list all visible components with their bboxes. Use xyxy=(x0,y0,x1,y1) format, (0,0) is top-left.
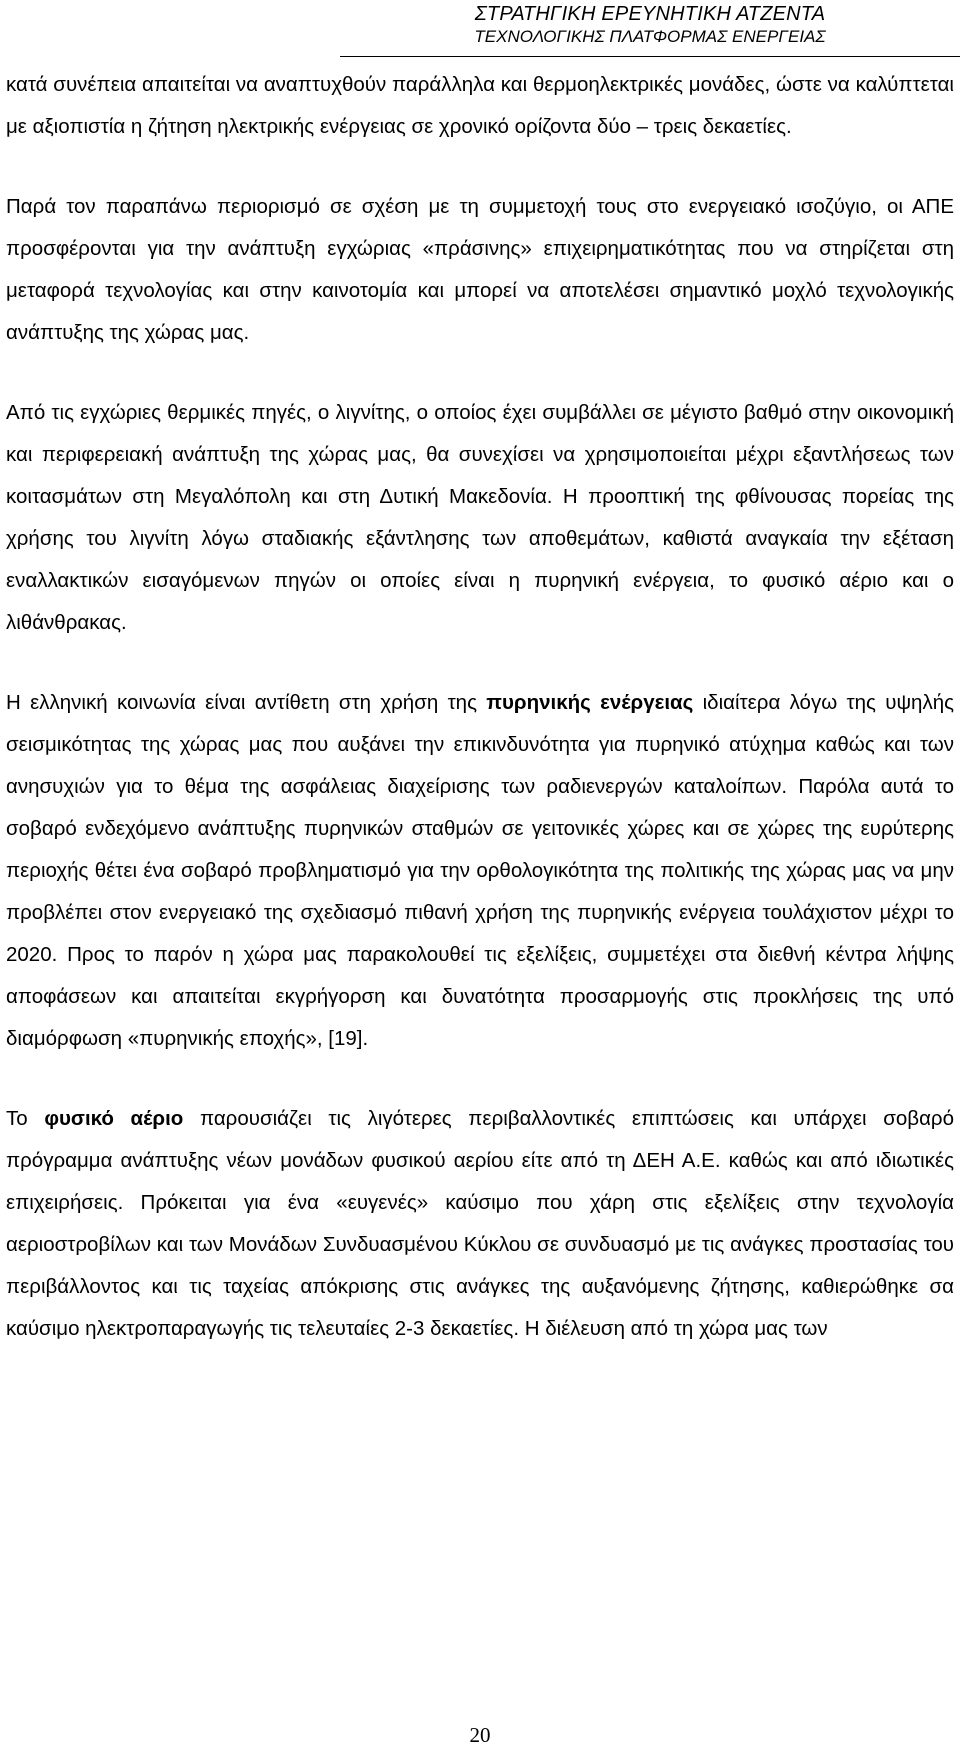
nuclear-text-rest: ιδιαίτερα λόγω της υψηλής σεισμικότητας της χώρας μας που αυξάνει την επικινδυνότητα για πυρηνικό ατύχημα καθώς και των ανησυχιών για το θέμα της ασφάλειας διαχείρισης των ραδιενεργών καταλοίπων. Παρόλα αυτά το σοβαρό ενδεχόμενο ανάπτυξης πυρηνικών σταθμών σε γειτονικές χώρες και σε χώρες της ευρύτερης περιοχής θέτει ένα σοβαρό προβληματισμό για την ορθολογικότητα της πολιτικής της χώρας μας να μην προβλέπει στον ενεργειακό της σχεδιασμό πιθανή χρήση της πυρηνικής ενέργεια τουλάχιστον μέχρι το 2020. Προς το παρόν η χώρα μας παρακολουθεί τις εξελίξεις, συμμετέχει στα διεθνή κέντρα λήψης αποφάσεων και απαιτείται εκγρήγορση και δυνατότητα προσαρμογής στις προκλήσεις της υπό διαμόρφωση «πυρηνικής εποχής», [19]. xyxy=(6,691,954,1050)
paragraph-nuclear-energy xyxy=(6,682,954,1060)
nuclear-text-start: Η ελληνική κοινωνία είναι αντίθετη στη χρήση της xyxy=(6,691,487,714)
header-title-line2: ΤΕΧΝΟΛΟΓΙΚΗΣ ΠΛΑΤΦΟΡΜΑΣ ΕΝΕΡΓΕΙΑΣ xyxy=(474,27,826,46)
paragraph-natural-gas xyxy=(6,1098,954,1350)
page-number: 20 xyxy=(469,1723,491,1747)
header-title-line1: ΣΤΡΑΤΗΓΙΚΗ ΕΡΕΥΝΗΤΙΚΗ ΑΤΖΕΝΤΑ xyxy=(474,3,826,25)
paragraph-lignite: Από τις εγχώριες θερμικές πηγές, ο λιγνίτης, ο οποίος έχει συμβάλλει σε μέγιστο βαθμό στην οικονομική και περιφερειακή ανάπτυξη της χώρας μας, θα συνεχίσει να χρησιμοποιείται μέχρι εξαντλήσεως των κοιτασμάτων στη Μεγαλόπολη και στη Δυτική Μακεδονία. Η προοπτική της φθίνουσας πορείας της χρήσης του λιγνίτη λόγω σταδιακής εξάντλησης των αποθεμάτων, καθιστά αναγκαία την εξέταση εναλλακτικών εισαγόμενων πηγών οι οποίες είναι η πυρηνική ενέργεια, το φυσικό αέριο και ο λιθάνθρακας. xyxy=(6,401,954,634)
paragraph-res-entrepreneurship: Παρά τον παραπάνω περιορισμό σε σχέση με τη συμμετοχή τους στο ενεργειακό ισοζύγιο, οι ΑΠΕ προσφέρονται για την ανάπτυξη εγχώριας «πράσινης» επιχειρηματικότητας που να στηρίζεται στη μεταφορά τεχνολογίας και στην καινοτομία και μπορεί να αποτελέσει σημαντικό μοχλό τεχνολογικής ανάπτυξης της χώρας μας. xyxy=(6,195,954,344)
paragraph-thermal-units: κατά συνέπεια απαιτείται να αναπτυχθούν παράλληλα και θερμοηλεκτρικές μονάδες, ώστε να καλύπτεται με αξιοπιστία η ζήτηση ηλεκτρικής ενέργειας σε χρονικό ορίζοντα δύο – τρεις δεκαετίες. xyxy=(6,73,954,138)
page-header xyxy=(340,0,960,57)
gas-text-start: Το xyxy=(6,1107,45,1130)
document-body xyxy=(6,60,954,1388)
natural-gas-term: φυσικό αέριο xyxy=(44,1107,184,1130)
gas-text-rest: παρουσιάζει τις λιγότερες περιβαλλοντικές επιπτώσεις και υπάρχει σοβαρό πρόγραμμα ανάπτυξης νέων μονάδων φυσικού αερίου είτε από τη ΔΕΗ Α.Ε. καθώς και από ιδιωτικές επιχειρήσεις. Πρόκειται για ένα «ευγενές» καύσιμο που χάρη στις εξελίξεις στην τεχνολογία αεριοστροβίλων και των Μονάδων Συνδυασμένου Κύκλου σε συνδυασμό με τις ανάγκες προστασίας του περιβάλλοντος και τις ταχείας απόκρισης στις ανάγκες της αυξανόμενης ζήτησης, καθιερώθηκε σα καύσιμο ηλεκτροπαραγωγής τις τελευταίες 2-3 δεκαετίες. Η διέλευση από τη χώρα μας των xyxy=(6,1107,954,1340)
nuclear-energy-term: πυρηνικής ενέργειας xyxy=(486,691,694,714)
